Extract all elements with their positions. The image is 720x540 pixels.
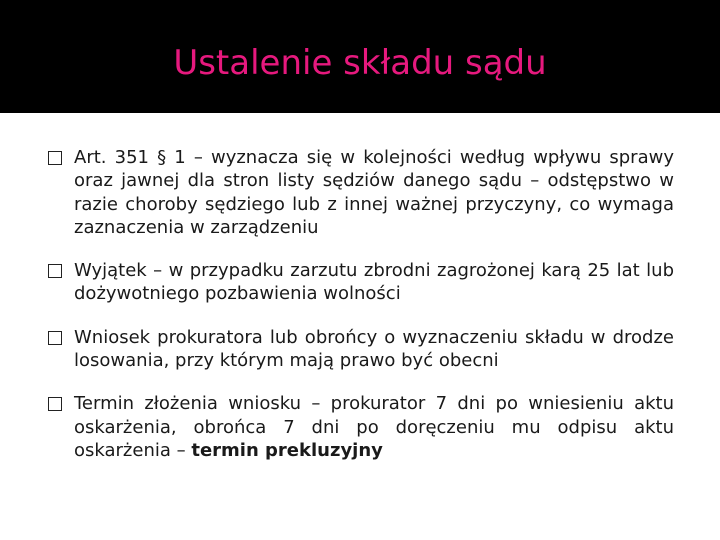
hollow-square-icon bbox=[48, 331, 62, 345]
bullet-item bbox=[48, 259, 674, 306]
bullet-list bbox=[48, 146, 674, 462]
bullet-text: Art. 351 § 1 – wyznacza się w kolejności według wpływu sprawy oraz jawnej dla stron listy sędziów danego sądu – odstępstwo w razie choroby sędziego lub z innej ważnej przyczyny, co wymaga zaznaczenia w zarządzeniu bbox=[74, 147, 674, 238]
bullet-bold-text: termin prekluzyjny bbox=[191, 439, 383, 461]
bullet-item bbox=[48, 326, 674, 373]
bullet-text: Termin złożenia wniosku – prokurator 7 dni po wniesieniu aktu oskarżenia, obrońca 7 dni po doręczeniu mu odpisu aktu oskarżenia – bbox=[74, 393, 674, 461]
hollow-square-icon bbox=[48, 397, 62, 411]
bullet-item bbox=[48, 392, 674, 462]
hollow-square-icon bbox=[48, 151, 62, 165]
bullet-text: Wniosek prokuratora lub obrońcy o wyznaczeniu składu w drodze losowania, przy którym mają prawo być obecni bbox=[74, 326, 674, 372]
bullet-text: Wyjątek – w przypadku zarzutu zbrodni zagrożonej karą 25 lat lub dożywotniego pozbawienia wolności bbox=[74, 260, 674, 305]
slide-title: Ustalenie składu sądu bbox=[173, 43, 547, 83]
hollow-square-icon bbox=[48, 264, 62, 278]
bullet-item bbox=[48, 146, 674, 239]
